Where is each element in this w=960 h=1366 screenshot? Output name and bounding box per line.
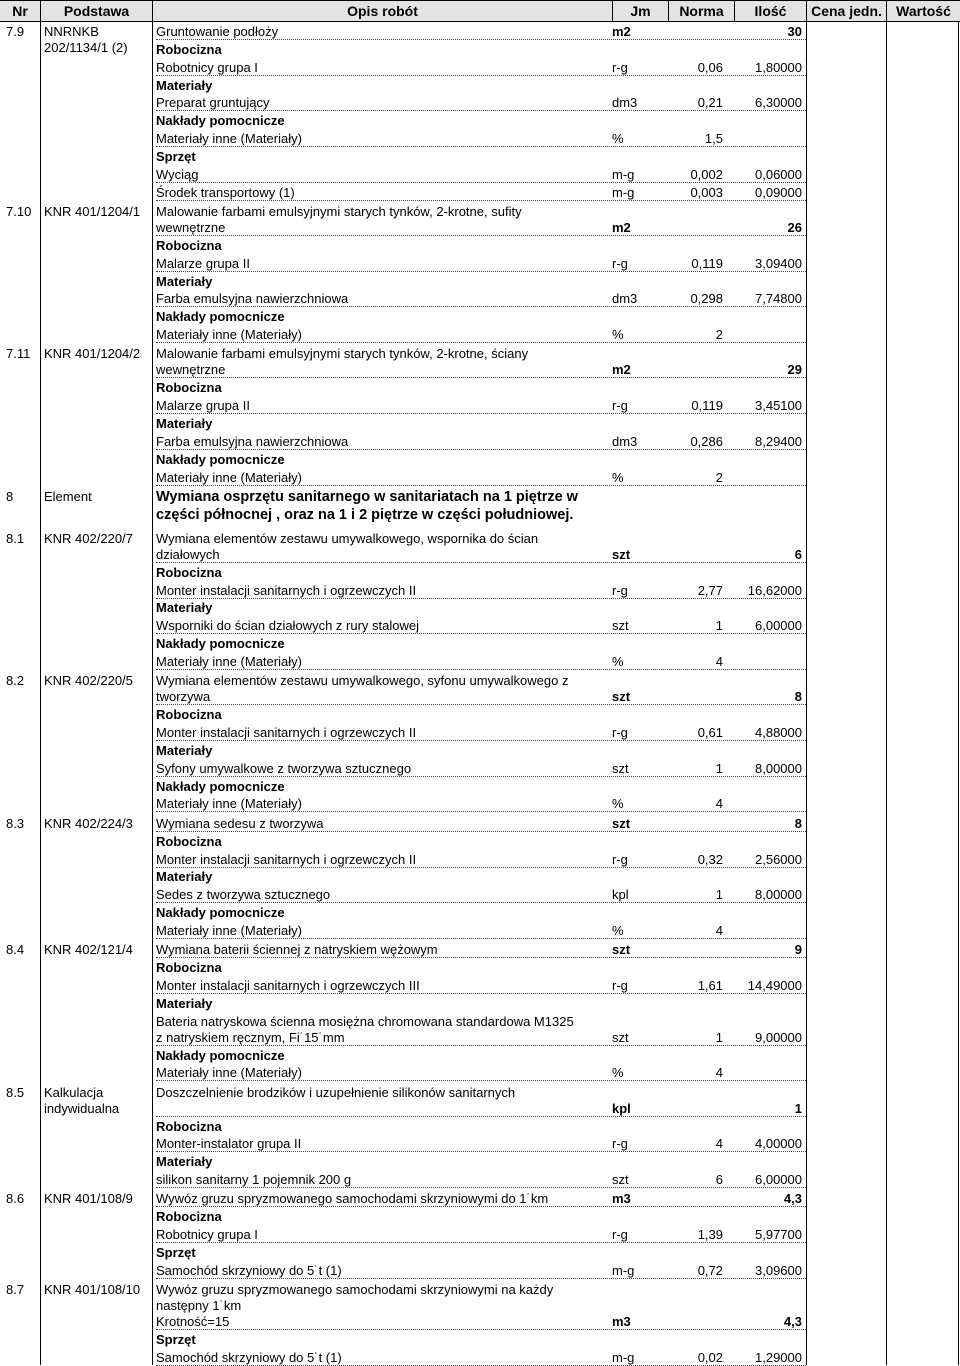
dotted-leader (156, 271, 806, 272)
resource-norm: 0,286 (690, 433, 723, 449)
resource-unit: r-g (612, 1136, 628, 1152)
resource-group-label: Robocizna (156, 237, 222, 253)
resource-name: Malarze grupa II (156, 255, 250, 271)
resource-group-label: Robocizna (156, 833, 222, 849)
resource-group-label: Robocizna (156, 1118, 222, 1134)
item-title: Wywóz gruzu spryzmowanego samochodami skrzyniowymi do 1˙km (156, 1191, 549, 1207)
resource-norm: 2,77 (697, 582, 723, 598)
resource-norm: 0,21 (697, 95, 723, 111)
resource-quantity: 1,29000 (755, 1349, 802, 1365)
element-title: Wymiana osprzętu sanitarnego w sanitariatach na 1 piętrze w (156, 488, 578, 505)
resource-name: Wsporniki do ścian działowych z rury stalowej (156, 618, 419, 634)
header-ilosc: Ilość (734, 1, 806, 21)
item-title: Wymiana baterii ściennej z natryskiem wężowym (156, 942, 438, 958)
resource-group-label: Nakłady pomocnicze (156, 451, 285, 467)
resource-quantity: 8,29400 (755, 433, 802, 449)
item-title: Krotność=15 (156, 1314, 230, 1330)
column-divider (40, 21, 41, 1365)
resource-unit: % (612, 131, 624, 147)
resource-group-label: Robocizna (156, 1209, 222, 1225)
item-title: następny 1˙km (156, 1298, 242, 1314)
resource-quantity: 0,09000 (755, 184, 802, 200)
resource-norm: 1,61 (697, 977, 723, 993)
dotted-leader (156, 235, 806, 236)
item-number: 7.9 (6, 24, 25, 39)
item-number: 8.7 (6, 1282, 25, 1298)
resource-quantity: 6,00000 (755, 618, 802, 634)
resource-unit: dm3 (612, 433, 638, 449)
item-basis: KNR 402/121/4 (44, 942, 133, 958)
dotted-leader (156, 562, 806, 563)
resource-unit: m-g (612, 166, 635, 182)
dotted-leader (156, 75, 806, 76)
resource-norm: 0,06 (697, 59, 723, 75)
item-title: Wymiana elementów zestawu umywalkowego, wspornika do ścian (156, 530, 539, 546)
resource-name: Malarze grupa II (156, 398, 250, 414)
item-unit: m3 (612, 1314, 631, 1330)
dotted-leader (156, 633, 806, 634)
item-number: 8.2 (6, 673, 25, 689)
item-unit: szt (612, 815, 631, 831)
resource-norm: 0,002 (690, 166, 723, 182)
resource-norm: 4 (715, 796, 723, 812)
resource-norm: 6 (715, 1172, 723, 1188)
resource-name: Materiały inne (Materiały) (156, 1065, 302, 1081)
resource-quantity: 3,09400 (755, 255, 802, 271)
item-quantity: 8 (794, 815, 802, 831)
resource-unit: % (612, 1065, 624, 1081)
item-quantity: 4,3 (783, 1191, 802, 1207)
header-nr: Nr (12, 3, 28, 19)
item-quantity: 29 (787, 362, 802, 378)
resource-name: Wyciąg (156, 166, 199, 182)
column-divider (958, 21, 959, 1365)
resource-name: z natryskiem ręcznym, Fi˙15˙mm (156, 1029, 345, 1045)
resource-quantity: 3,45100 (755, 398, 802, 414)
resource-group-label: Materiały (156, 273, 213, 289)
item-basis: KNR 401/108/10 (44, 1282, 141, 1298)
resource-norm: 1 (715, 760, 723, 776)
dotted-leader (156, 146, 806, 147)
resource-quantity: 2,56000 (755, 851, 802, 867)
item-basis: KNR 401/1204/1 (44, 204, 141, 219)
item-basis: KNR 401/108/9 (44, 1191, 133, 1207)
resource-norm: 2 (715, 327, 723, 343)
item-quantity: 1 (794, 1100, 802, 1116)
item-unit: m2 (612, 220, 631, 235)
header-jm: Jm (612, 1, 668, 21)
resource-name: Samochód skrzyniowy do 5˙t (1) (156, 1349, 342, 1365)
resource-unit: m-g (612, 184, 635, 200)
resource-norm: 4 (715, 1136, 723, 1152)
dotted-leader (156, 1278, 806, 1279)
resource-name: Syfony umywalkowe z tworzywa sztucznego (156, 760, 412, 776)
resource-quantity: 8,00000 (755, 760, 802, 776)
item-basis: KNR 402/224/3 (44, 815, 133, 831)
resource-unit: r-g (612, 255, 628, 271)
resource-name: Materiały inne (Materiały) (156, 796, 302, 812)
dotted-leader (156, 1116, 806, 1117)
resource-norm: 1,5 (704, 131, 723, 147)
item-quantity: 8 (794, 689, 802, 705)
resource-group-label: Materiały (156, 1154, 213, 1170)
dotted-leader (156, 669, 806, 670)
resource-group-label: Robocizna (156, 41, 222, 57)
resource-name: Materiały inne (Materiały) (156, 469, 302, 485)
resource-group-label: Sprzęt (156, 148, 196, 164)
resource-name: Robotnicy grupa I (156, 59, 258, 75)
item-basis: NNRNKB (44, 24, 99, 39)
item-quantity: 30 (787, 24, 802, 39)
resource-name: Materiały inne (Materiały) (156, 922, 302, 938)
item-quantity: 4,3 (783, 1314, 802, 1330)
dotted-leader (156, 39, 806, 40)
dotted-leader (156, 200, 806, 201)
dotted-leader (156, 413, 806, 414)
column-divider (806, 21, 807, 1365)
resource-quantity: 6,30000 (755, 95, 802, 111)
resource-group-label: Nakłady pomocnicze (156, 1047, 285, 1063)
resource-name: Samochód skrzyniowy do 5˙t (1) (156, 1262, 342, 1278)
resource-group-label: Materiały (156, 600, 213, 616)
dotted-leader (156, 740, 806, 741)
dotted-leader (156, 485, 806, 486)
resource-norm: 0,02 (697, 1349, 723, 1365)
resource-unit: m-g (612, 1262, 635, 1278)
dotted-leader (156, 306, 806, 307)
header-cena: Cena jedn. (806, 1, 886, 21)
resource-name: Robotnicy grupa I (156, 1227, 258, 1243)
item-number: 7.10 (6, 204, 32, 219)
item-basis: indywidualna (44, 1100, 120, 1116)
item-number: 8.1 (6, 530, 25, 546)
item-title: Wymiana sedesu z tworzywa (156, 815, 324, 831)
resource-name: Materiały inne (Materiały) (156, 654, 302, 669)
resource-quantity: 1,80000 (755, 59, 802, 75)
resource-group-label: Materiały (156, 869, 213, 885)
item-basis: 202/1134/1 (2) (44, 40, 128, 55)
resource-quantity: 14,49000 (747, 977, 802, 993)
item-unit: szt (612, 689, 631, 705)
resource-unit: % (612, 922, 624, 938)
item-basis: Kalkulacja (44, 1084, 104, 1100)
item-unit: kpl (612, 1100, 631, 1116)
dotted-leader (156, 1080, 806, 1081)
resource-name: Monter-instalator grupa II (156, 1136, 302, 1152)
dotted-leader (156, 182, 806, 183)
resource-unit: % (612, 796, 624, 812)
resource-group-label: Materiały (156, 416, 213, 431)
resource-norm: 4 (715, 922, 723, 938)
dotted-leader (156, 377, 806, 378)
item-title: wewnętrzne (156, 362, 226, 378)
resource-unit: szt (612, 760, 629, 776)
resource-quantity: 7,74800 (755, 291, 802, 307)
resource-norm: 0,119 (691, 255, 723, 271)
resource-unit: % (612, 327, 624, 343)
resource-name: Środek transportowy (1) (156, 184, 295, 200)
resource-unit: dm3 (612, 95, 638, 111)
dotted-leader (156, 704, 806, 705)
item-title: tworzywa (156, 689, 211, 705)
resource-norm: 0,003 (690, 184, 723, 200)
resource-name: Monter instalacji sanitarnych i ogrzewczych III (156, 977, 420, 993)
item-title: Gruntowanie podłoży (156, 24, 279, 39)
item-unit: m2 (612, 362, 631, 378)
resource-norm: 1,39 (697, 1227, 723, 1243)
dotted-leader (156, 1329, 806, 1330)
resource-unit: r-g (612, 582, 628, 598)
resource-name: Sedes z tworzywa sztucznego (156, 887, 331, 903)
resource-unit: r-g (612, 1227, 628, 1243)
dotted-leader (156, 1206, 806, 1207)
resource-unit: % (612, 654, 624, 669)
resource-name: Monter instalacji sanitarnych i ogrzewczych II (156, 725, 417, 741)
resource-unit: % (612, 469, 624, 485)
resource-name: Farba emulsyjna nawierzchniowa (156, 433, 349, 449)
resource-group-label: Nakłady pomocnicze (156, 113, 285, 129)
dotted-leader (156, 1242, 806, 1243)
resource-group-label: Materiały (156, 995, 213, 1011)
resource-group-label: Nakłady pomocnicze (156, 905, 285, 921)
item-title: działowych (156, 546, 220, 562)
resource-quantity: 4,00000 (755, 1136, 802, 1152)
column-divider (886, 21, 887, 1365)
resource-unit: m-g (612, 1349, 635, 1365)
resource-name: Monter instalacji sanitarnych i ogrzewczych II (156, 582, 417, 598)
item-title: wewnętrzne (156, 220, 226, 235)
resource-norm: 4 (715, 1065, 723, 1081)
item-unit: szt (612, 942, 631, 958)
resource-group-label: Robocizna (156, 707, 222, 723)
header-opis: Opis robót (152, 1, 612, 21)
resource-group-label: Robocizna (156, 960, 222, 976)
dotted-leader (156, 776, 806, 777)
column-divider (152, 21, 153, 1365)
resource-unit: r-g (612, 851, 628, 867)
dotted-leader (156, 993, 806, 994)
item-number: 8 (6, 488, 14, 504)
resource-quantity: 4,88000 (755, 725, 802, 741)
resource-unit: r-g (612, 59, 628, 75)
resource-quantity: 8,00000 (755, 887, 802, 903)
resource-unit: kpl (612, 887, 629, 903)
dotted-leader (156, 110, 806, 111)
dotted-leader (156, 342, 806, 343)
dotted-leader (156, 1151, 806, 1152)
resource-norm: 1 (715, 1029, 723, 1045)
resource-group-label: Nakłady pomocnicze (156, 309, 285, 325)
resource-name: silikon sanitarny 1 pojemnik 200 g (156, 1172, 352, 1188)
item-title: Wywóz gruzu spryzmowanego samochodami skrzyniowymi na każdy (156, 1282, 554, 1298)
header-podstawa: Podstawa (40, 1, 152, 21)
resource-norm: 0,61 (697, 725, 723, 741)
item-quantity: 6 (794, 546, 802, 562)
dotted-leader (156, 598, 806, 599)
item-number: 8.6 (6, 1191, 25, 1207)
item-title: Wymiana elementów zestawu umywalkowego, syfonu umywalkowego z (156, 673, 569, 689)
resource-norm: 4 (715, 654, 723, 669)
resource-name: Materiały inne (Materiały) (156, 327, 302, 343)
item-unit: szt (612, 546, 631, 562)
header-wartosc: Wartość (886, 1, 960, 21)
item-number: 7.11 (6, 346, 31, 362)
resource-name: Monter instalacji sanitarnych i ogrzewczych II (156, 851, 417, 867)
item-title: Malowanie farbami emulsyjnymi starych tynków, 2-krotne, sufity (156, 204, 522, 219)
resource-name: Farba emulsyjna nawierzchniowa (156, 291, 349, 307)
item-basis: Element (44, 488, 92, 504)
resource-group-label: Robocizna (156, 380, 222, 396)
dotted-leader (156, 1045, 806, 1046)
resource-group-label: Sprzęt (156, 1245, 196, 1260)
item-basis: KNR 401/1204/2 (44, 346, 141, 362)
resource-norm: 0,72 (697, 1262, 723, 1278)
dotted-leader (156, 902, 806, 903)
resource-quantity: 3,09600 (755, 1262, 802, 1278)
item-basis: KNR 402/220/7 (44, 530, 133, 546)
item-unit: m2 (612, 24, 631, 39)
dotted-leader (156, 449, 806, 450)
item-title: Malowanie farbami emulsyjnymi starych tynków, 2-krotne, ściany (156, 346, 529, 362)
header-norma: Norma (668, 1, 734, 21)
dotted-leader (156, 1187, 806, 1188)
table-header (0, 0, 960, 22)
resource-name: Preparat gruntujący (156, 95, 270, 111)
resource-norm: 1 (715, 618, 723, 634)
resource-group-label: Sprzęt (156, 1332, 196, 1348)
resource-norm: 1 (715, 887, 723, 903)
dotted-leader (156, 957, 806, 958)
resource-norm: 0,298 (690, 291, 723, 307)
resource-norm: 0,119 (691, 398, 723, 414)
item-basis: KNR 402/220/5 (44, 673, 133, 689)
item-number: 8.4 (6, 942, 25, 958)
resource-unit: r-g (612, 725, 628, 741)
resource-unit: r-g (612, 398, 628, 414)
item-quantity: 26 (787, 220, 802, 235)
resource-quantity: 16,62000 (747, 582, 802, 598)
item-number: 8.3 (6, 815, 25, 831)
resource-unit: dm3 (612, 291, 638, 307)
item-quantity: 9 (794, 942, 802, 958)
resource-group-label: Materiały (156, 77, 213, 93)
resource-unit: szt (612, 1029, 629, 1045)
dotted-leader (156, 867, 806, 868)
item-number: 8.5 (6, 1084, 25, 1100)
resource-unit: szt (612, 1172, 629, 1188)
element-title: części północnej , oraz na 1 i 2 piętrze w części południowej. (156, 506, 574, 523)
item-unit: m3 (612, 1191, 631, 1207)
resource-group-label: Materiały (156, 742, 213, 758)
resource-name: Bateria natryskowa ścienna mosiężna chromowana standardowa M1325 (156, 1013, 574, 1029)
resource-group-label: Nakłady pomocnicze (156, 778, 285, 794)
resource-group-label: Nakłady pomocnicze (156, 636, 285, 652)
resource-unit: r-g (612, 977, 628, 993)
resource-unit: szt (612, 618, 629, 634)
dotted-leader (156, 831, 806, 832)
resource-norm: 0,32 (697, 851, 723, 867)
resource-norm: 2 (715, 469, 723, 485)
resource-quantity: 9,00000 (755, 1029, 802, 1045)
item-title: Doszczelnienie brodzików i uzupełnienie silikonów sanitarnych (156, 1084, 516, 1100)
resource-quantity: 5,97700 (755, 1227, 802, 1243)
dotted-leader (156, 811, 806, 812)
dotted-leader (156, 938, 806, 939)
resource-group-label: Robocizna (156, 564, 222, 580)
resource-quantity: 0,06000 (755, 166, 802, 182)
resource-quantity: 6,00000 (755, 1172, 802, 1188)
resource-name: Materiały inne (Materiały) (156, 131, 302, 147)
